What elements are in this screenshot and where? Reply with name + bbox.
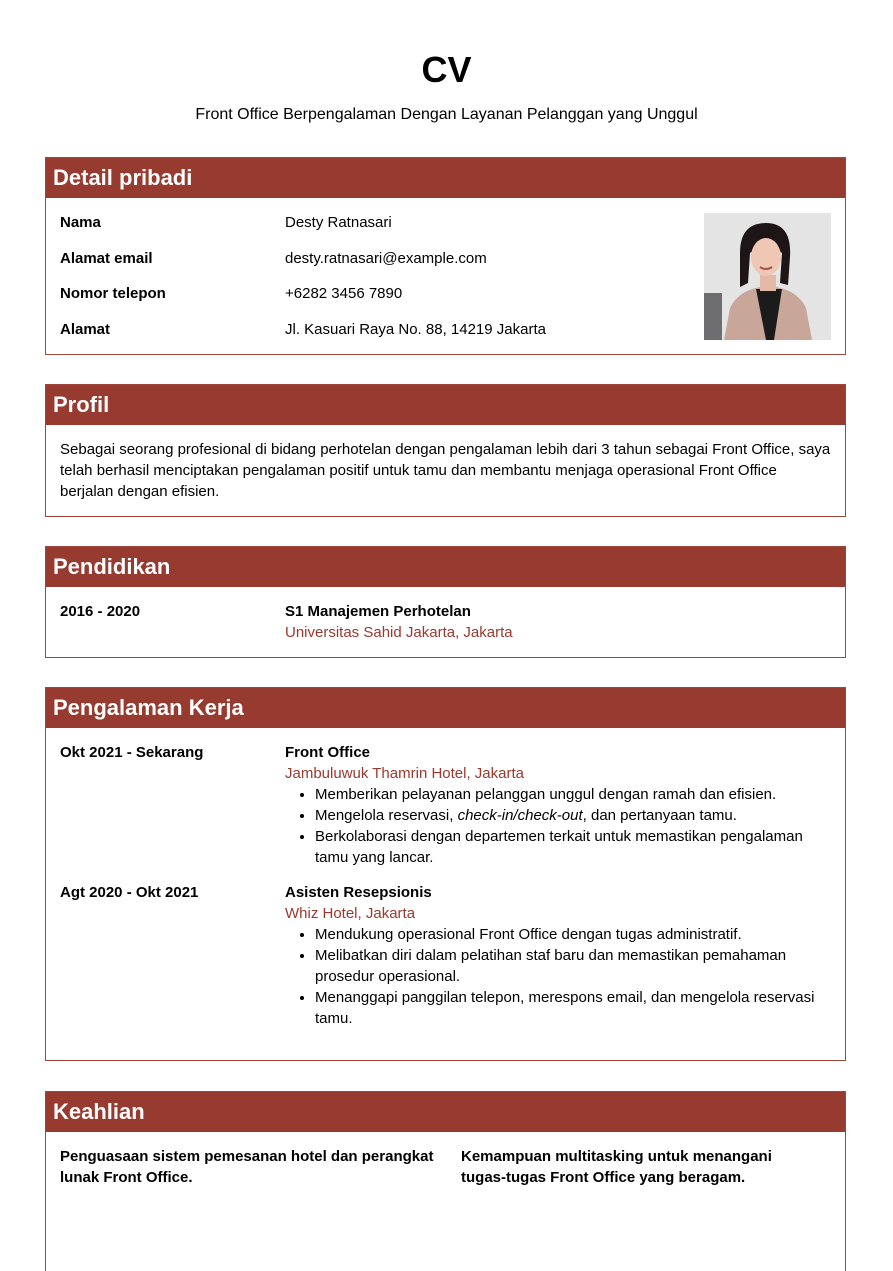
experience-bullet bbox=[315, 805, 831, 826]
experience-body bbox=[46, 728, 845, 1045]
experience-bullet-list bbox=[285, 784, 831, 868]
personal-value: Jl. Kasuari Raya No. 88, 14219 Jakarta bbox=[285, 320, 546, 338]
experience-bullet-list bbox=[285, 924, 831, 1029]
experience-bullet: • Menanggapi panggilan telepon, merespons email, dan mengelola reservasi tamu. bbox=[315, 987, 831, 1029]
section-profile bbox=[45, 384, 846, 517]
section-experience bbox=[45, 687, 846, 1061]
bullet-text: , dan pertanyaan tamu. bbox=[582, 807, 737, 824]
experience-bullet: • Mendukung operasional Front Office dengan tugas administratif. bbox=[315, 924, 831, 945]
page-subtitle: Front Office Berpengalaman Dengan Layanan Pelanggan yang Unggul bbox=[195, 106, 698, 123]
skill-item: Penguasaan sistem pemesanan hotel dan perangkat lunak Front Office. bbox=[60, 1148, 434, 1186]
personal-label: Nomor telepon bbox=[60, 285, 166, 302]
profile-photo-illustration bbox=[704, 213, 831, 340]
skills-body bbox=[46, 1132, 845, 1204]
experience-entry bbox=[60, 882, 831, 1029]
experience-date: Okt 2021 - Sekarang bbox=[60, 744, 204, 761]
personal-value: +6282 3456 7890 bbox=[285, 285, 403, 302]
section-heading-education: Pendidikan bbox=[46, 547, 845, 587]
section-heading-skills: Keahlian bbox=[46, 1092, 845, 1132]
experience-bullet: • Memberikan pelayanan pelanggan unggul dengan ramah dan efisien. bbox=[315, 784, 831, 805]
bullet-emphasis: check-in/check-out bbox=[457, 807, 583, 824]
experience-employer: Whiz Hotel, Jakarta bbox=[285, 905, 416, 922]
profile-text: Sebagai seorang profesional di bidang perhotelan dengan pengalaman lebih dari 3 tahun sebagai Front Office, saya telah berhasil menciptakan pengalaman positif untuk tamu dan membantu menjaga operasional Front Office berjalan dengan efisien. bbox=[60, 441, 831, 500]
experience-job-title: Front Office bbox=[285, 744, 370, 761]
personal-label: Alamat bbox=[60, 320, 111, 338]
section-skills bbox=[45, 1091, 846, 1271]
experience-details bbox=[285, 882, 831, 1029]
experience-details bbox=[285, 742, 831, 868]
education-body bbox=[46, 587, 845, 659]
experience-bullet: • Melibatkan diri dalam pelatihan staf baru dan memastikan pemahaman prosedur operasional. bbox=[315, 945, 831, 987]
personal-value: Desty Ratnasari bbox=[285, 214, 392, 231]
section-heading-profile: Profil bbox=[46, 385, 845, 425]
section-personal-details bbox=[45, 157, 846, 355]
experience-bullet: • Berkolaborasi dengan departemen terkait untuk memastikan pengalaman tamu yang lancar. bbox=[315, 826, 831, 868]
education-details bbox=[285, 601, 831, 643]
education-date: 2016 - 2020 bbox=[60, 603, 141, 620]
skills-list bbox=[60, 1146, 831, 1188]
bullet-text: Mengelola reservasi, bbox=[315, 807, 458, 824]
experience-employer: Jambuluwuk Thamrin Hotel, Jakarta bbox=[285, 765, 524, 782]
personal-value: desty.ratnasari@example.com bbox=[285, 249, 487, 267]
experience-entry bbox=[60, 742, 831, 868]
personal-label: Nama bbox=[60, 214, 101, 231]
education-entry bbox=[60, 601, 831, 643]
profile-body bbox=[46, 425, 845, 518]
section-heading-experience: Pengalaman Kerja bbox=[46, 688, 845, 728]
experience-date: Agt 2020 - Okt 2021 bbox=[60, 884, 199, 901]
personal-details-body bbox=[46, 198, 845, 370]
section-education bbox=[45, 546, 846, 658]
education-institution: Universitas Sahid Jakarta, Jakarta bbox=[285, 624, 513, 641]
education-degree: S1 Manajemen Perhotelan bbox=[285, 603, 471, 620]
profile-photo bbox=[704, 213, 831, 340]
section-heading-personal: Detail pribadi bbox=[46, 158, 845, 198]
experience-job-title: Asisten Resepsionis bbox=[285, 884, 432, 901]
personal-label: Alamat email bbox=[60, 249, 153, 267]
skill-item: Kemampuan multitasking untuk menangani tugas-tugas Front Office yang beragam. bbox=[461, 1148, 772, 1186]
page-title: CV bbox=[421, 49, 472, 90]
